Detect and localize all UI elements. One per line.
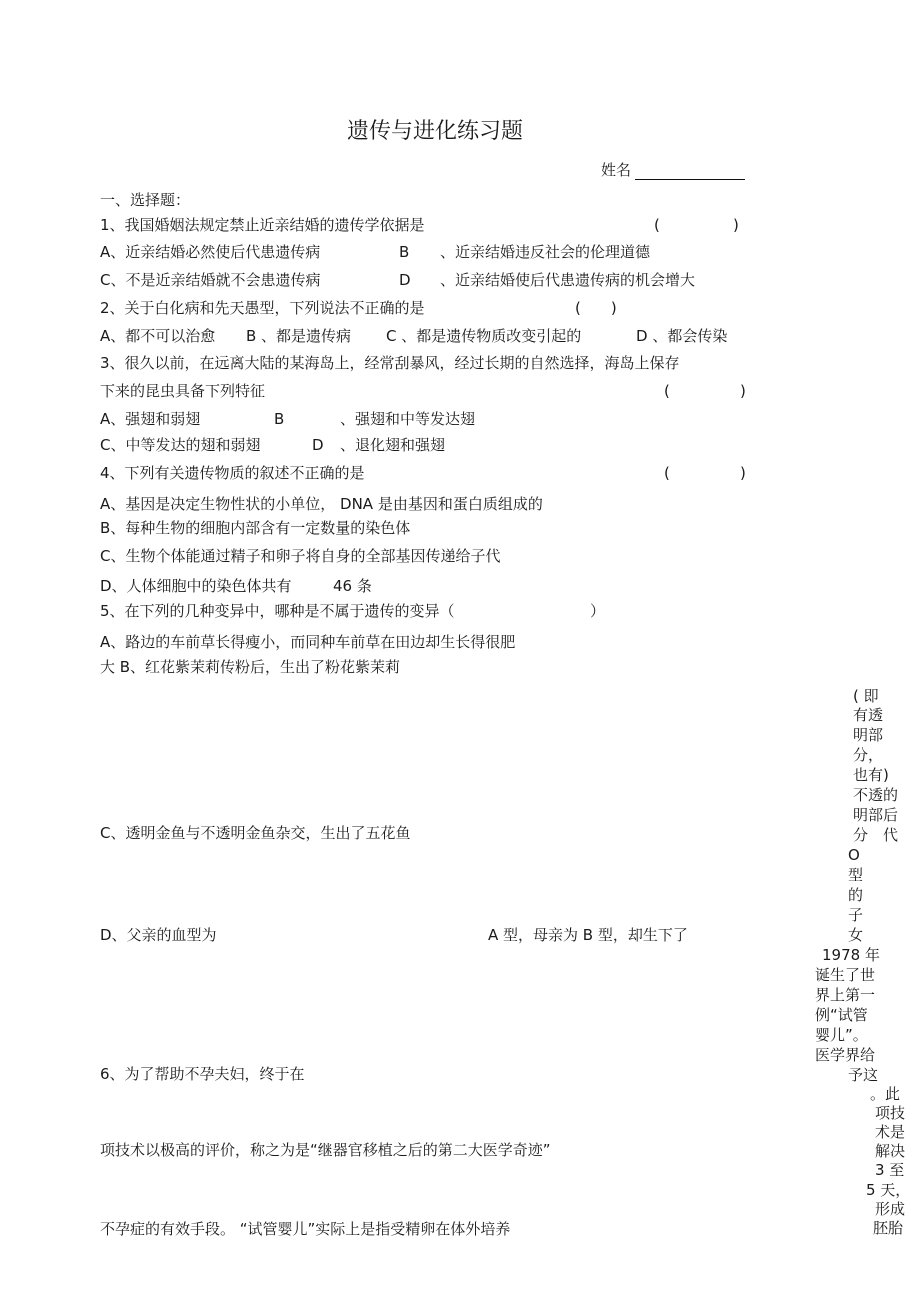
q1-option-d: 、近亲结婚使后代患遗传病的机会增大 bbox=[440, 271, 696, 289]
q3-option-a: A、强翅和弱翅 bbox=[100, 410, 201, 428]
overflow-text: 项技 bbox=[875, 1104, 906, 1122]
q3-option-b: 、强翅和中等发达翅 bbox=[340, 410, 476, 428]
q4-option-d: D、人体细胞中的染色体共有 bbox=[100, 577, 292, 595]
q1-option-b-letter: B bbox=[399, 243, 410, 261]
q5-stem: 5、在下列的几种变异中，哪种是不属于遗传的变异（ bbox=[100, 602, 455, 620]
overflow-text: 形成 bbox=[875, 1200, 906, 1218]
q5-option-d-cont: A 型，母亲为 B 型，却生下了 bbox=[488, 926, 688, 944]
q4-option-b: B、每种生物的细胞内部含有一定数量的染色体 bbox=[100, 519, 411, 537]
q2-option-a: A、都不可以治愈 bbox=[100, 327, 216, 345]
q4-paren-right: ) bbox=[740, 464, 746, 482]
q3-paren-left: ( bbox=[664, 382, 670, 400]
overflow-text: 胚胎 bbox=[873, 1219, 904, 1237]
overflow-text: 的 bbox=[848, 886, 864, 904]
q2-paren: ( ) bbox=[575, 299, 617, 317]
overflow-text: 予这 bbox=[848, 1066, 879, 1084]
overflow-text: 分， bbox=[853, 746, 884, 764]
overflow-text: 1978 年 bbox=[822, 946, 880, 964]
overflow-text: 界上第一 bbox=[815, 986, 876, 1004]
overflow-text: 女 bbox=[848, 926, 864, 944]
q3-stem-line1: 3、很久以前，在远离大陆的某海岛上，经常刮暴风，经过长期的自然选择，海岛上保存 bbox=[100, 354, 680, 372]
q4-option-a: A、基因是决定生物性状的小单位， DNA 是由基因和蛋白质组成的 bbox=[100, 495, 543, 513]
overflow-text: 例“试管 bbox=[815, 1006, 868, 1024]
section-heading: 一、选择题： bbox=[100, 191, 191, 209]
q4-paren-left: ( bbox=[664, 464, 670, 482]
overflow-text: 诞生了世 bbox=[815, 966, 876, 984]
overflow-text: 不透的 bbox=[853, 786, 899, 804]
overflow-text: 有透 bbox=[853, 706, 884, 724]
q3-option-b-letter: B bbox=[274, 410, 285, 428]
q5-option-d: D、父亲的血型为 bbox=[100, 926, 217, 944]
q3-option-c: C、中等发达的翅和弱翅 bbox=[100, 436, 261, 454]
overflow-text: 术是 bbox=[875, 1123, 906, 1141]
overflow-text: ( 即 bbox=[853, 687, 879, 705]
q4-option-c: C、生物个体能通过精子和卵子将自身的全部基因传递给子代 bbox=[100, 547, 501, 565]
q6-line3: 不孕症的有效手段。 “试管婴儿”实际上是指受精卵在体外培养 bbox=[100, 1220, 511, 1238]
overflow-text: 型 bbox=[848, 866, 864, 884]
name-label: 姓名 bbox=[601, 161, 632, 179]
overflow-text: 明部 bbox=[853, 726, 884, 744]
q3-option-d: 、退化翅和强翅 bbox=[340, 436, 446, 454]
q5-option-c: C、透明金鱼与不透明金鱼杂交，生出了五花鱼 bbox=[100, 824, 411, 842]
q1-option-c: C、不是近亲结婚就不会患遗传病 bbox=[100, 271, 321, 289]
name-blank bbox=[635, 163, 745, 180]
overflow-text: 子 bbox=[848, 906, 864, 924]
q5-option-a-line2: 大 B、红花紫茉莉传粉后，生出了粉花紫茉莉 bbox=[100, 658, 401, 676]
overflow-text: 明部后 bbox=[853, 806, 899, 824]
overflow-text: 5 天， bbox=[866, 1181, 911, 1199]
q3-option-d-letter: D bbox=[312, 436, 324, 454]
q4-option-d-count: 46 条 bbox=[333, 577, 372, 595]
overflow-text: 也有) bbox=[853, 766, 889, 784]
overflow-text: O bbox=[848, 846, 860, 864]
q6-line1: 6、为了帮助不孕夫妇，终于在 bbox=[100, 1065, 305, 1083]
q2-option-d: D 、都会传染 bbox=[636, 327, 728, 345]
overflow-text: 分 代 bbox=[853, 826, 899, 844]
q4-stem: 4、下列有关遗传物质的叙述不正确的是 bbox=[100, 464, 365, 482]
q3-paren-right: ) bbox=[740, 382, 746, 400]
q2-option-c: C 、都是遗传物质改变引起的 bbox=[386, 327, 582, 345]
q1-paren-right: ) bbox=[733, 216, 739, 234]
q1-option-d-letter: D bbox=[399, 271, 411, 289]
q1-paren-left: ( bbox=[654, 216, 660, 234]
overflow-text: 婴儿”。 bbox=[815, 1026, 868, 1044]
q5-option-a-line1: A、路边的车前草长得瘦小，而同种车前草在田边却生长得很肥 bbox=[100, 633, 516, 651]
name-field bbox=[601, 160, 745, 180]
overflow-text: 。此 bbox=[870, 1085, 901, 1103]
overflow-text: 3 至 bbox=[875, 1161, 905, 1179]
q6-line2: 项技术以极高的评价，称之为是“继器官移植之后的第二大医学奇迹” bbox=[100, 1141, 551, 1159]
q1-option-a: A、近亲结婚必然使后代患遗传病 bbox=[100, 243, 321, 261]
q3-stem-line2: 下来的昆虫具备下列特征 bbox=[100, 382, 266, 400]
overflow-text: 医学界给 bbox=[815, 1046, 876, 1064]
overflow-text: 解决 bbox=[875, 1142, 906, 1160]
q1-option-b: 、近亲结婚违反社会的伦理道德 bbox=[440, 243, 651, 261]
q2-option-b: B 、都是遗传病 bbox=[246, 327, 352, 345]
q5-paren-right: ） bbox=[590, 602, 606, 620]
q2-stem: 2、关于白化病和先天愚型，下列说法不正确的是 bbox=[100, 299, 425, 317]
q1-stem: 1、我国婚姻法规定禁止近亲结婚的遗传学依据是 bbox=[100, 216, 425, 234]
page-title: 遗传与进化练习题 bbox=[347, 119, 524, 144]
